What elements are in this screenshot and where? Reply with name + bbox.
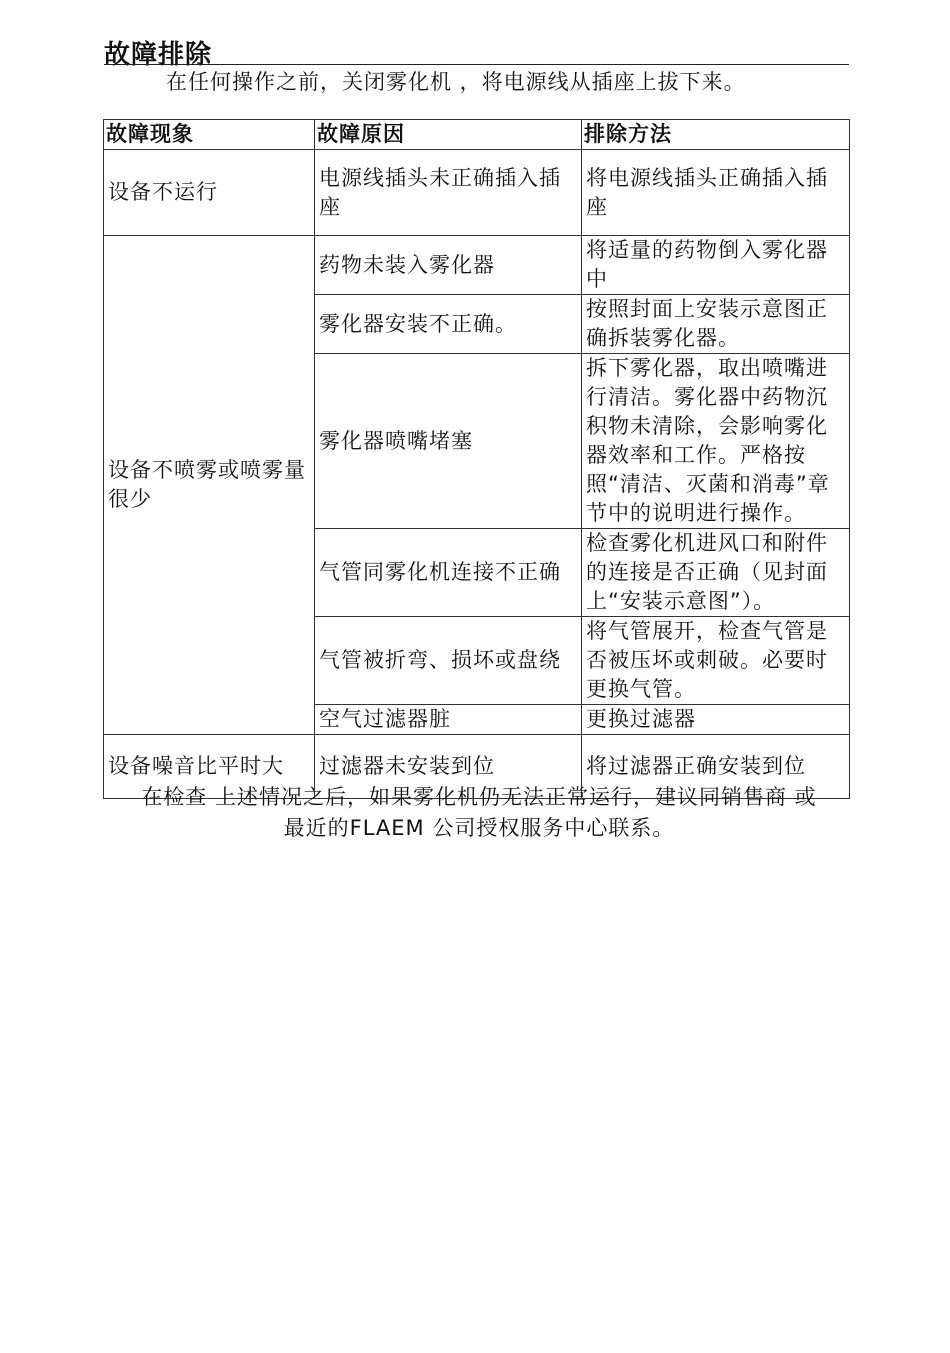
- symptom-cell: 设备不喷雾或喷雾量很少: [104, 236, 315, 735]
- troubleshooting-table: [103, 119, 850, 799]
- remedy-cell: 拆下雾化器，取出喷嘴进行清洁。雾化器中药物沉积物未清除，会影响雾化器效率和工作。严格按照“清洁、灭菌和消毒”章节中的说明进行操作。: [582, 354, 850, 529]
- remedy-cell: 将电源线插头正确插入插座: [582, 150, 850, 236]
- cause-cell: 空气过滤器脏: [315, 705, 582, 735]
- remedy-cell: 将适量的药物倒入雾化器中: [582, 236, 850, 295]
- remedy-cell: 检查雾化机进风口和附件的连接是否正确（见封面上“安装示意图”）。: [582, 529, 850, 617]
- header-remedy: 排除方法: [582, 120, 850, 150]
- intro-text: 在任何操作之前，关闭雾化机 ，将电源线从插座上拔下来。: [166, 70, 746, 94]
- symptom-cell: 设备噪音比平时大: [104, 735, 315, 799]
- cause-cell: 电源线插头未正确插入插座: [315, 150, 582, 236]
- cause-cell: 雾化器安装不正确。: [315, 295, 582, 354]
- cause-cell: 气管同雾化机连接不正确: [315, 529, 582, 617]
- title-divider: [104, 64, 849, 65]
- header-symptom: 故障现象: [104, 120, 315, 150]
- cause-cell: 过滤器未安装到位: [315, 735, 582, 799]
- remedy-cell: 按照封面上安装示意图正确拆装雾化器。: [582, 295, 850, 354]
- cause-cell: 药物未装入雾化器: [315, 236, 582, 295]
- remedy-cell: 将气管展开，检查气管是否被压坏或刺破。必要时更换气管。: [582, 617, 850, 705]
- cause-cell: 气管被折弯、损坏或盘绕: [315, 617, 582, 705]
- table-header-row: [104, 120, 850, 150]
- remedy-cell: 将过滤器正确安装到位: [582, 735, 850, 799]
- footer-note: [104, 782, 854, 844]
- table-row: [104, 150, 850, 236]
- remedy-cell: 更换过滤器: [582, 705, 850, 735]
- footer-line-1: 在检查 上述情况之后，如果雾化机仍无法正常运行，建议同销售商 或: [141, 785, 817, 809]
- cause-cell: 雾化器喷嘴堵塞: [315, 354, 582, 529]
- page-title: 故障排除: [104, 40, 213, 70]
- symptom-cell: 设备不运行: [104, 150, 315, 236]
- footer-line-2: 最近的FLAEM 公司授权服务中心联系。: [283, 816, 675, 840]
- table-row: [104, 236, 850, 295]
- header-cause: 故障原因: [315, 120, 582, 150]
